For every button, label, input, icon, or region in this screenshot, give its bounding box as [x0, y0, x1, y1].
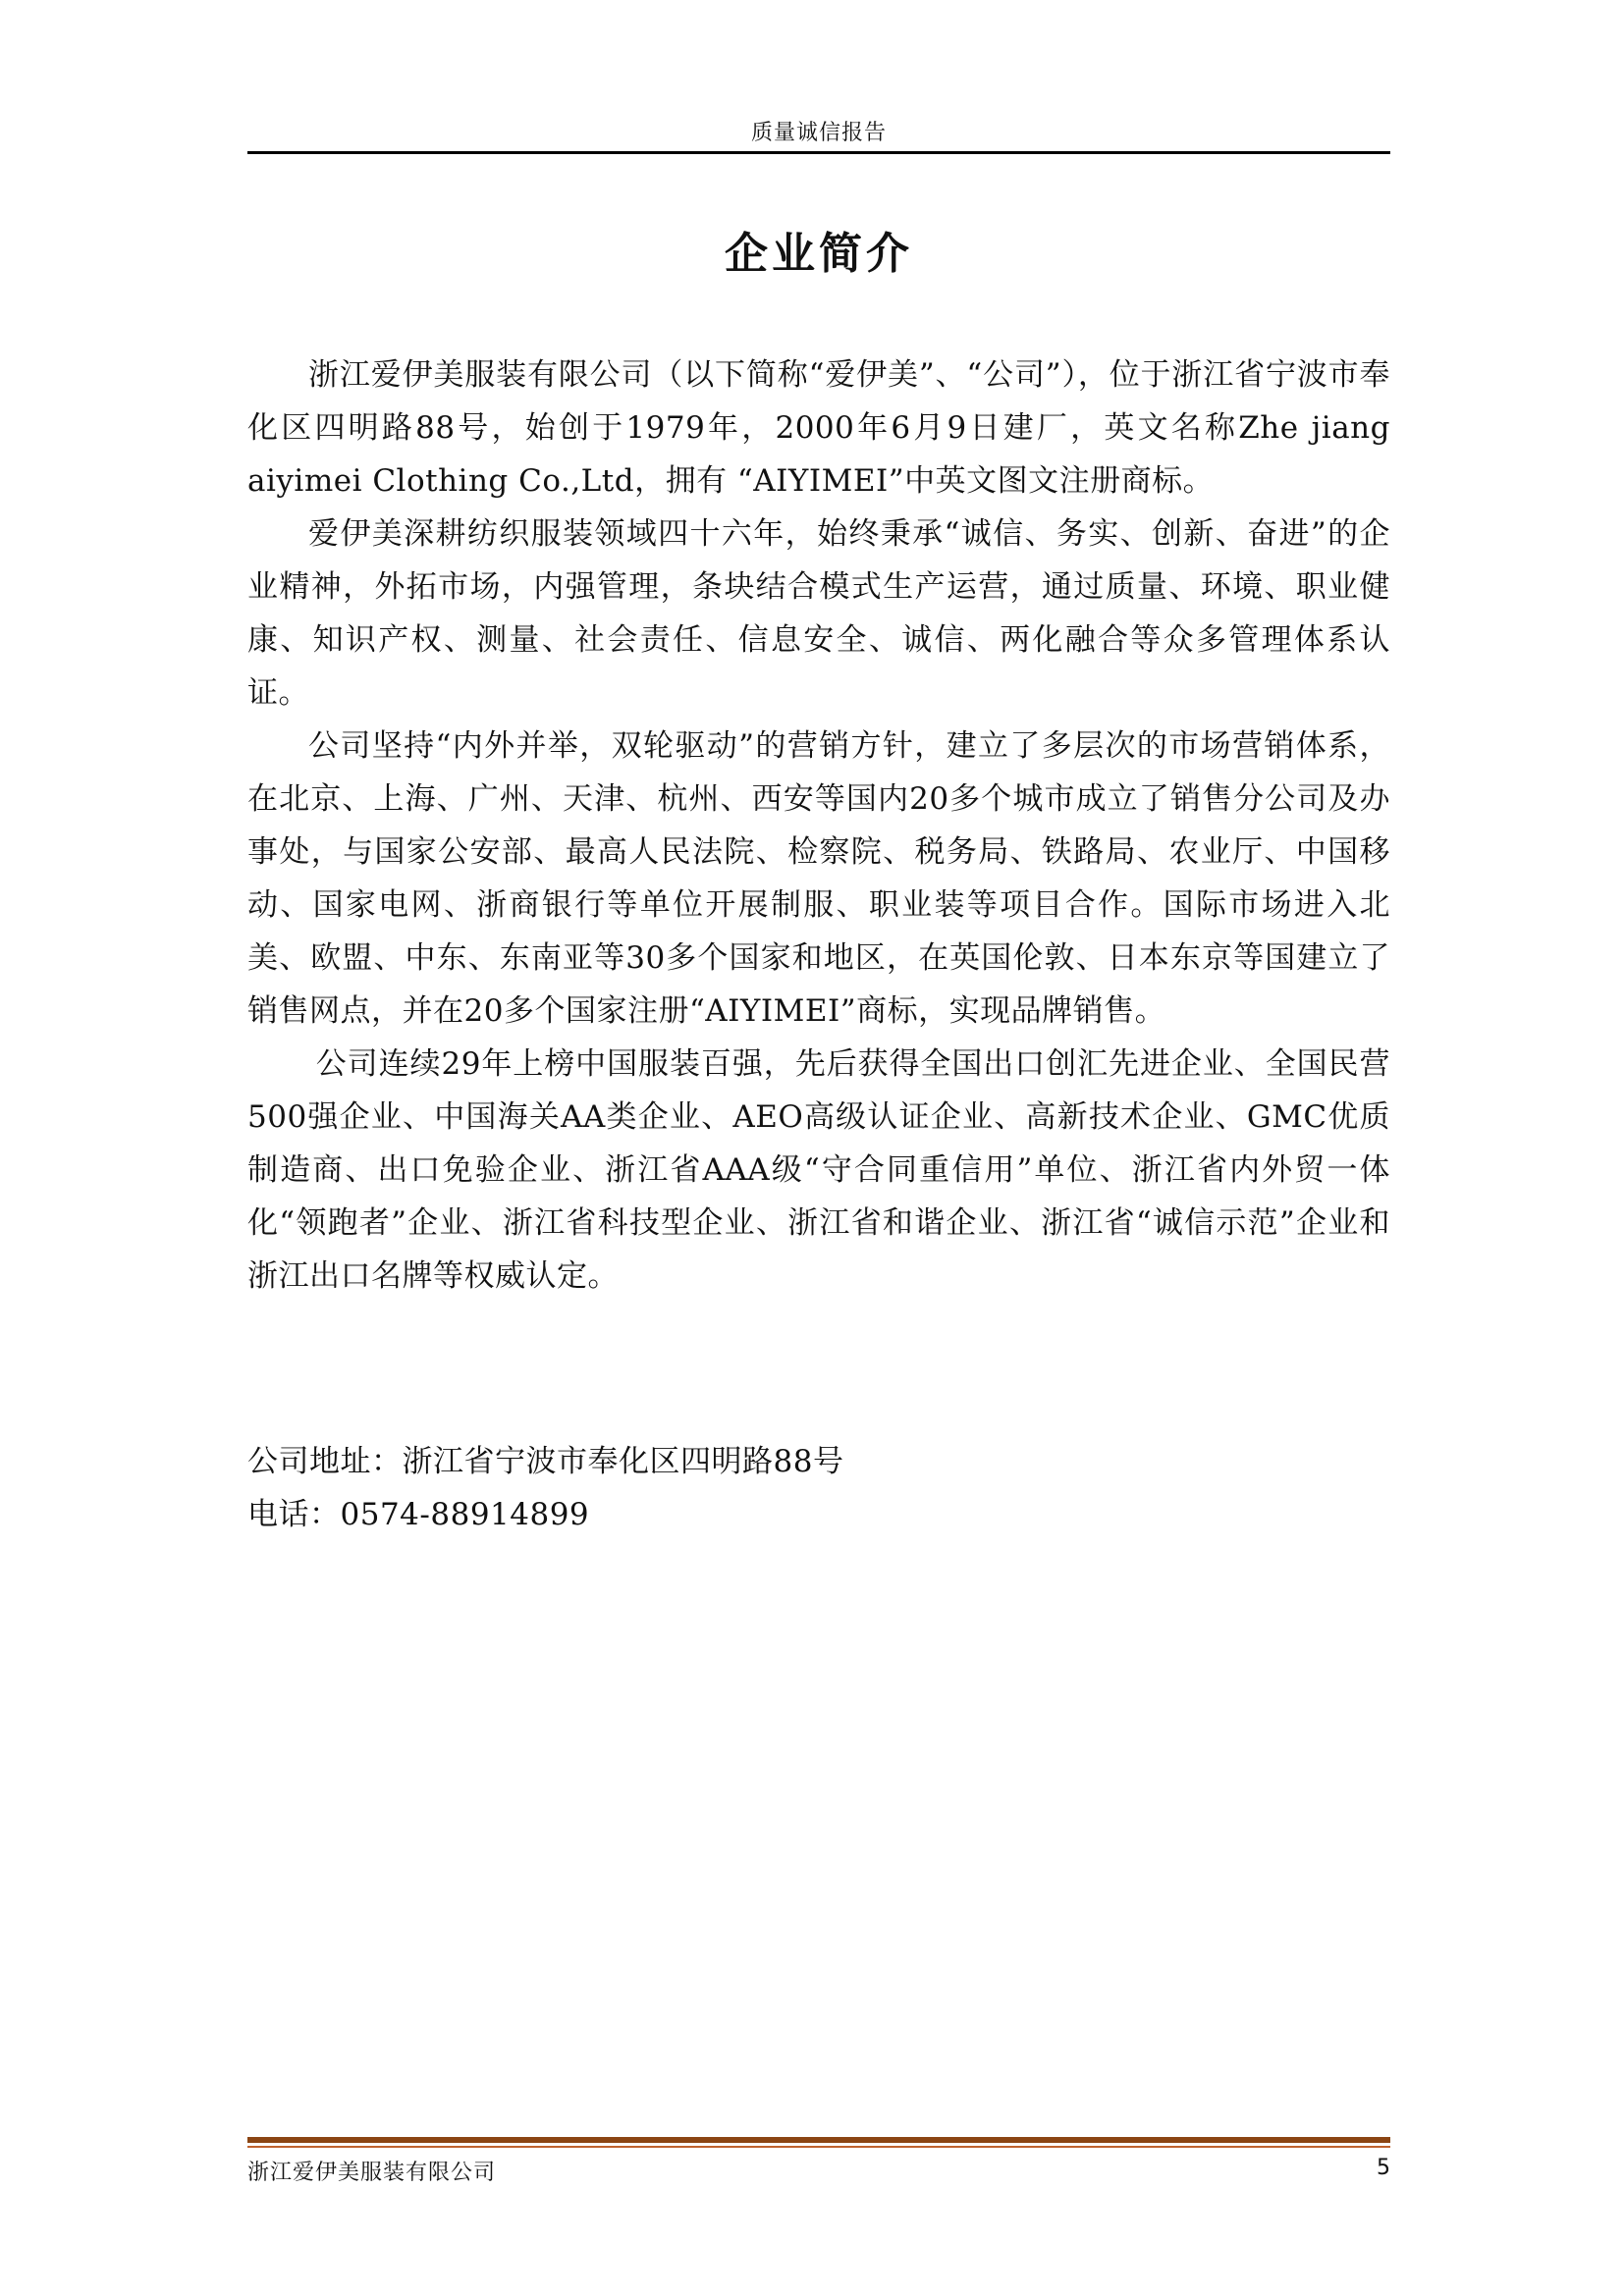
intro-paragraph-2: 爱伊美深耕纺织服装领域四十六年，始终秉承“诚信、务实、创新、奋进”的企业精神，外拓市场，内强管理，条块结合模式生产运营，通过质量、环境、职业健康、知识产权、测量、社会责任、信息安全、诚信、两化融合等众多管理体系认证。 [247, 516, 1390, 711]
contact-info [247, 1435, 1390, 1541]
company-address: 公司地址：浙江省宁波市奉化区四明路88号 [247, 1444, 844, 1479]
intro-paragraph-1: 浙江爱伊美服装有限公司（以下简称“爱伊美”、“公司”），位于浙江省宁波市奉化区四明路88号，始创于1979年，2000年6月9日建厂，英文名称Zhe jiang aiyimei Clothing Co.,Ltd，拥有 “AIYIMEI”中英文图文注册商标。 [247, 357, 1390, 499]
header-divider [247, 151, 1390, 154]
footer-company-name: 浙江爱伊美服装有限公司 [247, 2161, 497, 2185]
page-number: 5 [1377, 2156, 1390, 2180]
footer-divider-thin [247, 2146, 1390, 2148]
intro-paragraph-4: 公司连续29年上榜中国服装百强，先后获得全国出口创汇先进企业、全国民营500强企业、中国海关AA类企业、AEO高级认证企业、高新技术企业、GMC优质制造商、出口免验企业、浙江省AAA级“守合同重信用”单位、浙江省内外贸一体化“领跑者”企业、浙江省科技型企业、浙江省和谐企业、浙江省“诚信示范”企业和浙江出口名牌等权威认定。 [247, 1046, 1390, 1294]
company-phone: 电话：0574-88914899 [247, 1497, 590, 1532]
page-title: 企业简介 [725, 229, 913, 279]
header-title: 质量诚信报告 [750, 121, 887, 145]
intro-paragraph-3: 公司坚持“内外并举，双轮驱动”的营销方针，建立了多层次的市场营销体系，在北京、上海、广州、天津、杭州、西安等国内20多个城市成立了销售分公司及办事处，与国家公安部、最高人民法院、检察院、税务局、铁路局、农业厅、中国移动、国家电网、浙商银行等单位开展制服、职业装等项目合作。国际市场进入北美、欧盟、中东、东南亚等30多个国家和地区，在英国伦敦、日本东京等国建立了销售网点，并在20多个国家注册“AIYIMEI”商标，实现品牌销售。 [247, 728, 1390, 1029]
footer-divider-thick [247, 2137, 1390, 2143]
company-intro-body [247, 348, 1390, 1303]
